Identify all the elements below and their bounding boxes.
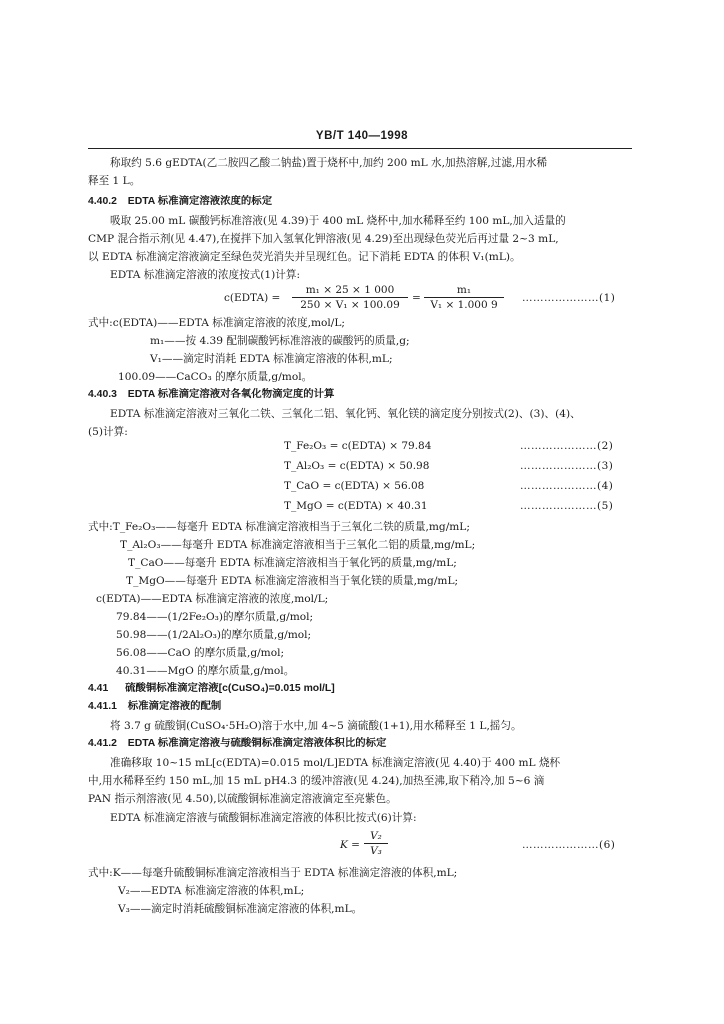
equation-2 xyxy=(284,440,431,452)
header-rule xyxy=(88,148,632,149)
where-line: T_MgO——每毫升 EDTA 标准滴定溶液相当于氧化镁的质量,mg/mL; xyxy=(126,575,459,587)
section-title: EDTA 标准滴定溶液与硫酸铜标准滴定溶液体积比的标定 xyxy=(127,738,387,749)
where-line: V₃——滴定时消耗硫酸铜标准滴定溶液的体积,mL。 xyxy=(118,903,363,915)
paragraph-line: 以 EDTA 标准滴定溶液滴定至绿色荧光消失并呈现红色。记下消耗 EDTA 的体积 V₁(mL)。 xyxy=(88,251,521,263)
paragraph-line: 准确移取 10~15 mL[c(EDTA)=0.015 mol/L]EDTA 标准滴定溶液(见 4.40)于 400 mL 烧杯 xyxy=(110,757,561,769)
where-line: 50.98——(1/2Al₂O₃)的摩尔质量,g/mol; xyxy=(116,629,312,641)
equation-3 xyxy=(284,460,429,472)
where-line: T_Al₂O₃——每毫升 EDTA 标准滴定溶液相当于三氧化二铝的质量,mg/mL; xyxy=(120,539,476,551)
equation-lhs: T_CaO xyxy=(284,480,320,492)
paragraph-line: (5)计算: xyxy=(88,426,128,438)
section-number: 4.41.1 xyxy=(88,701,117,712)
paragraph-line: EDTA 标准滴定溶液对三氧化二铁、三氧化二铝、氧化钙、氧化镁的滴定度分别按式(2)、(3)、(4)、 xyxy=(110,408,581,420)
where-line: V₁——滴定时消耗 EDTA 标准滴定溶液的体积,mL; xyxy=(150,353,393,365)
equation-lhs: K = xyxy=(340,839,360,851)
numerator: V₂ xyxy=(364,830,388,844)
equation-number: …………………(6) xyxy=(522,839,616,851)
equation-lhs: T_Fe₂O₃ xyxy=(284,440,327,452)
denominator: V₁ × 1.000 9 xyxy=(430,299,498,311)
section-title: EDTA 标准滴定溶液浓度的标定 xyxy=(127,196,273,207)
paragraph-line: PAN 指示剂溶液(见 4.50),以硫酸铜标准滴定溶液滴定至亮紫色。 xyxy=(88,793,397,805)
paragraph-line: EDTA 标准滴定溶液的浓度按式(1)计算: xyxy=(110,269,301,281)
section-number: 4.40.2 xyxy=(88,196,117,207)
equation-number: …………………(3) xyxy=(520,460,614,472)
where-line: 式中:c(EDTA)——EDTA 标准滴定溶液的浓度,mol/L; xyxy=(88,317,345,329)
where-line: V₂——EDTA 标准滴定溶液的体积,mL; xyxy=(118,885,305,897)
equation-4 xyxy=(284,480,424,492)
numerator: m₁ × 25 × 1 000 xyxy=(292,284,408,298)
where-line: T_CaO——每毫升 EDTA 标准滴定溶液相当于氧化钙的质量,mg/mL; xyxy=(128,557,457,569)
paragraph-line: 称取约 5.6 gEDTA(乙二胺四乙酸二钠盐)置于烧杯中,加约 200 mL 水,加热溶解,过滤,用水稀 xyxy=(110,157,548,169)
page-header: YB/T 140—1998 xyxy=(315,130,409,142)
denominator: V₃ xyxy=(370,845,382,857)
equation-rhs: = c(EDTA) × 56.08 xyxy=(322,480,425,492)
equals-sign: = xyxy=(412,292,421,304)
section-number: 4.41.2 xyxy=(88,738,117,749)
where-line: 56.08——CaO 的摩尔质量,g/mol; xyxy=(116,647,285,659)
denominator: 250 × V₁ × 100.09 xyxy=(300,299,400,311)
fraction xyxy=(292,284,408,311)
equation-number: …………………(1) xyxy=(522,292,616,304)
equation-rhs: = c(EDTA) × 50.98 xyxy=(327,460,430,472)
equation-1 xyxy=(0,284,724,314)
paragraph-line: 释至 1 L。 xyxy=(88,175,141,187)
where-line: 100.09——CaCO₃ 的摩尔质量,g/mol。 xyxy=(118,371,313,383)
equation-rhs: = c(EDTA) × 40.31 xyxy=(325,500,428,512)
section-heading-4-41-2 xyxy=(0,737,724,751)
where-line: c(EDTA)——EDTA 标准滴定溶液的浓度,mol/L; xyxy=(96,593,329,605)
section-title: 硫酸铜标准滴定溶液[c(CuSO₄)=0.015 mol/L] xyxy=(125,683,335,694)
section-title: 标准滴定溶液的配制 xyxy=(127,701,222,712)
paragraph-line: 将 3.7 g 硫酸铜(CuSO₄·5H₂O)溶于水中,加 4~5 滴硫酸(1+1),用水稀释至 1 L,摇匀。 xyxy=(110,720,522,732)
fraction xyxy=(364,830,388,857)
paragraph-line: 中,用水稀释至约 150 mL,加 15 mL pH4.3 的缓冲溶液(见 4.24),加热至沸,取下稍冷,加 5~6 滴 xyxy=(88,775,545,787)
section-number: 4.41 xyxy=(88,683,109,694)
equation-number: …………………(4) xyxy=(520,480,614,492)
where-line: m₁——按 4.39 配制碳酸钙标准溶液的碳酸钙的质量,g; xyxy=(150,335,410,347)
fraction xyxy=(424,284,504,311)
section-heading-4-41 xyxy=(0,682,724,696)
numerator: m₁ xyxy=(424,284,504,298)
paragraph-line: CMP 混合指示剂(见 4.47),在搅拌下加入氢氧化钾溶液(见 4.29)至出现绿色荧光后再过量 2~3 mL, xyxy=(88,233,559,245)
equation-5 xyxy=(284,500,428,512)
equation-lhs: T_MgO xyxy=(284,500,323,512)
equation-rhs: = c(EDTA) × 79.84 xyxy=(329,440,432,452)
section-number: 4.40.3 xyxy=(88,389,117,400)
paragraph-line: EDTA 标准滴定溶液与硫酸铜标准滴定溶液的体积比按式(6)计算: xyxy=(110,812,417,824)
where-line: 79.84——(1/2Fe₂O₃)的摩尔质量,g/mol; xyxy=(116,611,314,623)
paragraph-line: 吸取 25.00 mL 碳酸钙标准溶液(见 4.39)于 400 mL 烧杯中,加水稀释至约 100 mL,加入适量的 xyxy=(110,215,566,227)
where-line: 式中:K——每毫升硫酸铜标准滴定溶液相当于 EDTA 标准滴定溶液的体积,mL; xyxy=(88,867,458,879)
equation-number: …………………(2) xyxy=(520,440,614,452)
section-heading-4-41-1 xyxy=(0,700,724,714)
equation-lhs: c(EDTA) = xyxy=(224,292,281,304)
equation-number: …………………(5) xyxy=(520,500,614,512)
section-heading-4-40-3 xyxy=(0,388,724,402)
where-line: 40.31——MgO 的摩尔质量,g/mol。 xyxy=(116,665,295,677)
equation-lhs: T_Al₂O₃ xyxy=(284,460,325,472)
where-line: 式中:T_Fe₂O₃——每毫升 EDTA 标准滴定溶液相当于三氧化二铁的质量,mg/mL; xyxy=(88,521,470,533)
equation-6 xyxy=(0,830,724,860)
section-title: EDTA 标准滴定溶液对各氧化物滴定度的计算 xyxy=(127,389,335,400)
section-heading-4-40-2 xyxy=(0,195,724,209)
